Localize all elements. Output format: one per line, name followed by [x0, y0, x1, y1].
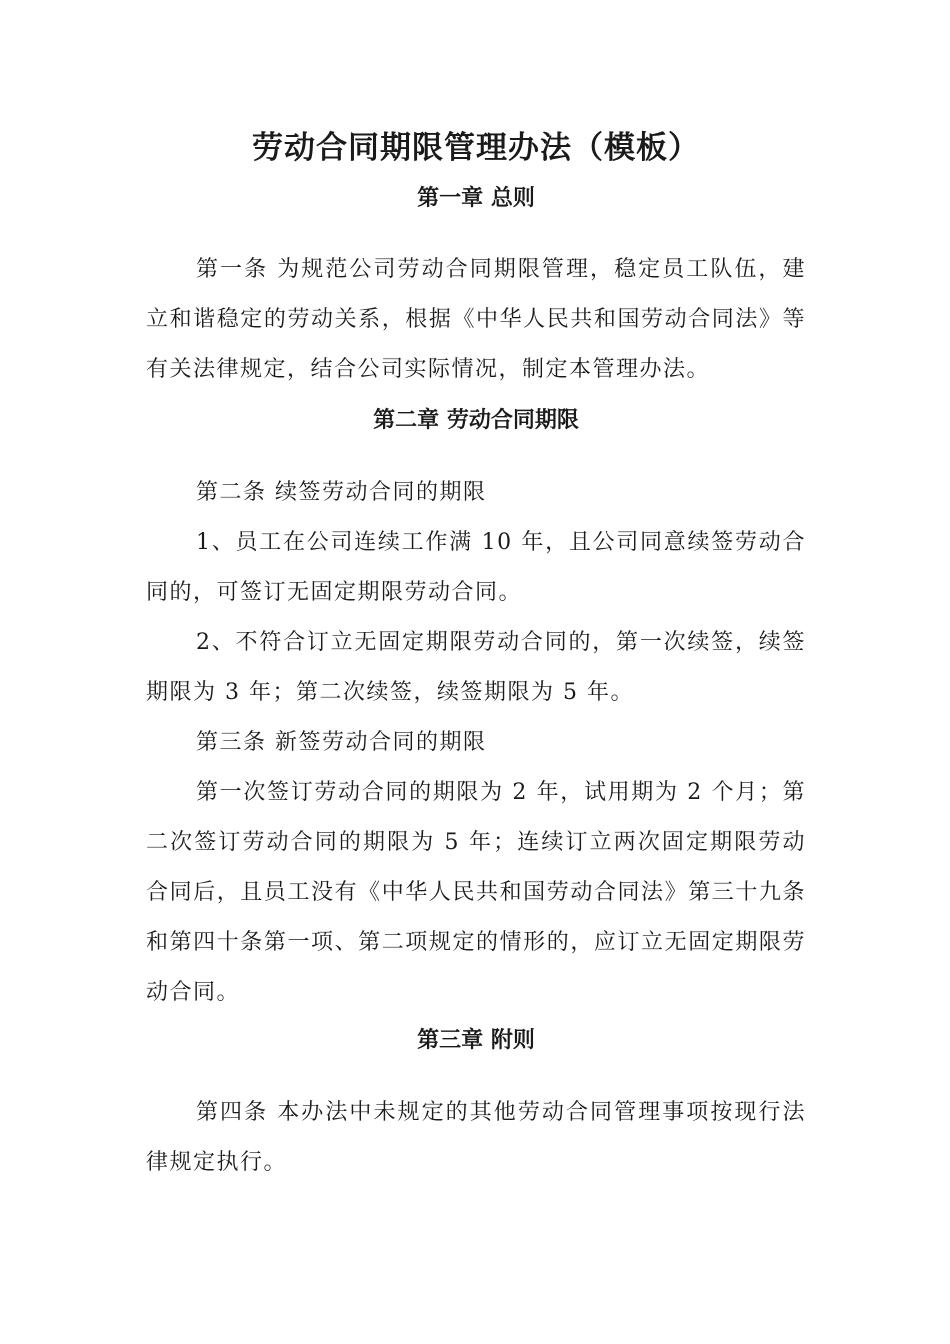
document-page: [146, 0, 806, 1344]
article-2-item-1: 1、员工在公司连续工作满 10 年，且公司同意续签劳动合同的，可签订无固定期限劳动合同。: [146, 530, 806, 605]
article-4: 第四条 本办法中未规定的其他劳动合同管理事项按现行法律规定执行。: [146, 1100, 806, 1175]
article-1: 第一条 为规范公司劳动合同期限管理，稳定员工队伍，建立和谐稳定的劳动关系，根据《中华人民共和国劳动合同法》等有关法律规定，结合公司实际情况，制定本管理办法。: [146, 257, 806, 382]
article-2-item-2: 2、不符合订立无固定期限劳动合同的，第一次续签，续签期限为 3 年；第二次续签，续签期限为 5 年。: [146, 630, 806, 705]
chapter-3-heading: 第三章 附则: [417, 1028, 535, 1053]
chapter-2-heading: 第二章 劳动合同期限: [373, 408, 579, 433]
article-3-body: 第一次签订劳动合同的期限为 2 年，试用期为 2 个月；第二次签订劳动合同的期限为 5 年；连续订立两次固定期限劳动合同后，且员工没有《中华人民共和国劳动合同法》第三十九条和第四十条第一项、第二项规定的情形的，应订立无固定期限劳动合同。: [146, 780, 806, 1005]
article-3-heading: 第三条 新签劳动合同的期限: [196, 730, 487, 755]
article-2-heading: 第二条 续签劳动合同的期限: [196, 480, 487, 505]
document-title: 劳动合同期限管理办法（模板）: [252, 130, 700, 166]
chapter-1-heading: 第一章 总则: [417, 186, 535, 211]
